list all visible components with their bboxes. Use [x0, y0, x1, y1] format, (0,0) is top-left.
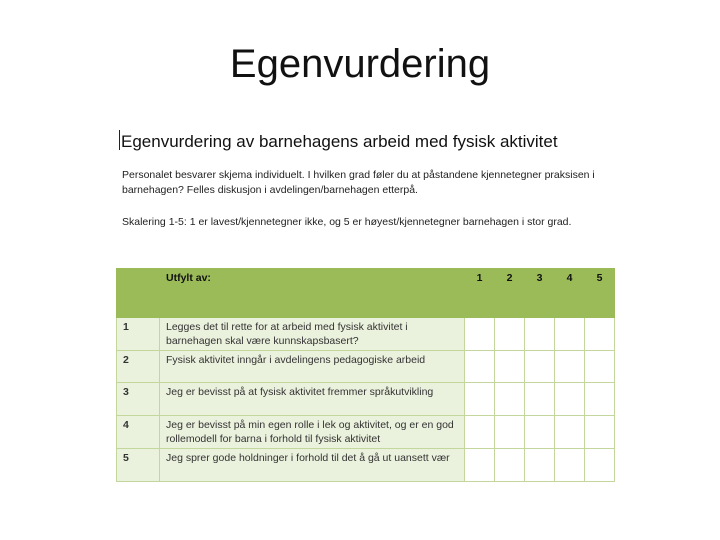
scale-header-3: 3 [525, 269, 555, 318]
scale-header-4: 4 [555, 269, 585, 318]
rating-cell-1[interactable] [465, 318, 495, 351]
table-row [117, 318, 615, 351]
statement-text: Jeg er bevisst på min egen rolle i lek og aktivitet, og er en god rollemodell for barna i forhold til fysisk aktivitet [160, 416, 465, 449]
scale-header-1: 1 [465, 269, 495, 318]
header-blank-cell [117, 269, 160, 318]
text-cursor [119, 130, 120, 150]
rating-cell-1[interactable] [465, 449, 495, 482]
rating-cell-3[interactable] [525, 416, 555, 449]
rating-cell-1[interactable] [465, 351, 495, 383]
rating-cell-5[interactable] [585, 416, 615, 449]
rating-cell-4[interactable] [555, 449, 585, 482]
row-number: 2 [117, 351, 160, 383]
rating-cell-3[interactable] [525, 318, 555, 351]
rating-cell-2[interactable] [495, 449, 525, 482]
rating-cell-5[interactable] [585, 449, 615, 482]
instruction-paragraph: Personalet besvarer skjema individuelt. I hvilken grad føler du at påstandene kjennetegner praksisen i barnehagen? Felles diskusjon i avdelingen/barnehagen etterpå. [122, 169, 595, 196]
rating-cell-3[interactable] [525, 449, 555, 482]
row-number: 5 [117, 449, 160, 482]
row-number: 1 [117, 318, 160, 351]
row-number: 3 [117, 383, 160, 416]
statement-text: Legges det til rette for at arbeid med fysisk aktivitet i barnehagen skal være kunnskapsbasert? [160, 318, 465, 351]
table-row [117, 383, 615, 416]
rating-cell-3[interactable] [525, 351, 555, 383]
statement-text: Jeg sprer gode holdninger i forhold til det å gå ut uansett vær [160, 449, 465, 482]
table-header-row [117, 269, 615, 318]
slide-title: Egenvurdering [229, 42, 491, 86]
rating-cell-2[interactable] [495, 416, 525, 449]
table-row [117, 449, 615, 482]
rating-cell-4[interactable] [555, 318, 585, 351]
self-assessment-table [116, 268, 615, 482]
rating-cell-5[interactable] [585, 351, 615, 383]
filled-by-label: Utfylt av: [160, 269, 465, 318]
document-heading: Egenvurdering av barnehagens arbeid med fysisk aktivitet [121, 132, 558, 151]
scale-description: Skalering 1-5: 1 er lavest/kjennetegner ikke, og 5 er høyest/kjennetegner barnehagen i stor grad. [122, 216, 572, 228]
rating-cell-2[interactable] [495, 318, 525, 351]
statement-text: Jeg er bevisst på at fysisk aktivitet fremmer språkutvikling [160, 383, 465, 416]
scale-header-5: 5 [585, 269, 615, 318]
rating-cell-1[interactable] [465, 416, 495, 449]
rating-cell-4[interactable] [555, 416, 585, 449]
rating-cell-1[interactable] [465, 383, 495, 416]
rating-cell-5[interactable] [585, 318, 615, 351]
rating-cell-2[interactable] [495, 383, 525, 416]
table-row [117, 351, 615, 383]
rating-cell-3[interactable] [525, 383, 555, 416]
rating-cell-4[interactable] [555, 351, 585, 383]
statement-text: Fysisk aktivitet inngår i avdelingens pedagogiske arbeid [160, 351, 465, 383]
rating-cell-2[interactable] [495, 351, 525, 383]
table-row [117, 416, 615, 449]
rating-cell-4[interactable] [555, 383, 585, 416]
rating-cell-5[interactable] [585, 383, 615, 416]
row-number: 4 [117, 416, 160, 449]
scale-header-2: 2 [495, 269, 525, 318]
